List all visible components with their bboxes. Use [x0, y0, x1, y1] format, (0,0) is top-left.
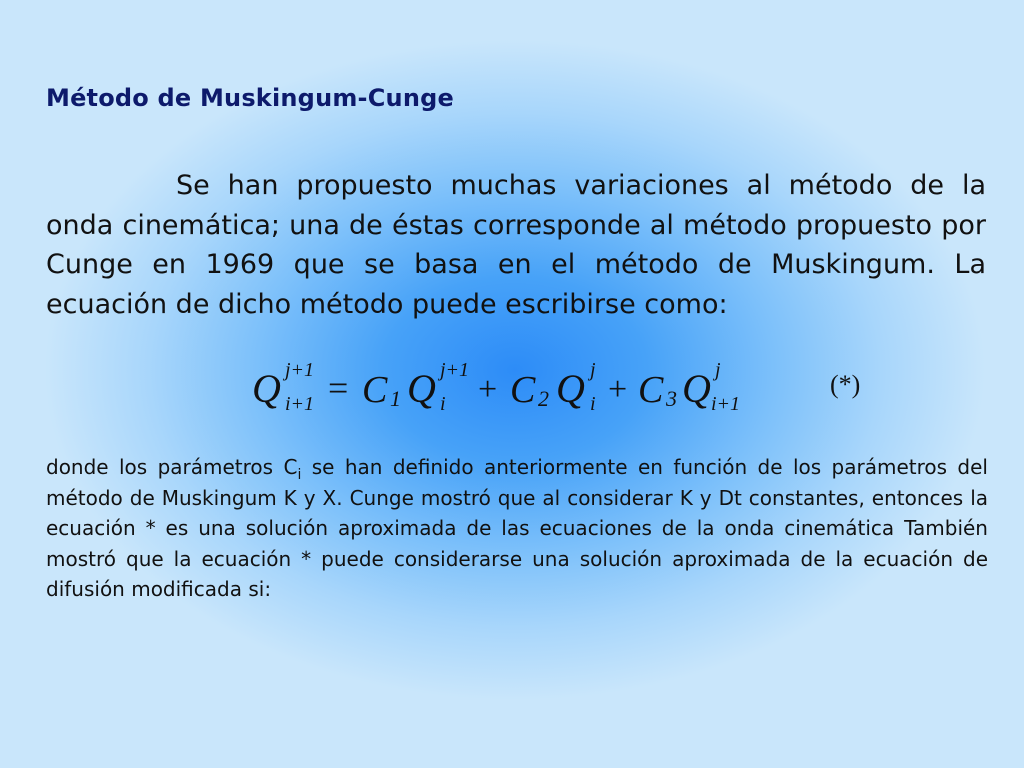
- plus-sign-2: +: [608, 371, 628, 408]
- term3-q-symbol: Q: [682, 366, 711, 411]
- term1-q-superscript: j+1: [440, 359, 470, 381]
- coef-c1-symbol: C: [362, 369, 388, 411]
- coef-c1-subscript: 1: [390, 386, 401, 411]
- body-text-part2: se han definido anteriormente en función de los parámetros del método de Muskingum K y X. Cunge mostró que al considerar K y Dt constantes, entonces la ecuación * es una solución aproximada de las ecuaciones de la onda cinemática También mostró que la ecuación * puede considerarse una solución aproximada de la ecuación de difusión modificada si:: [46, 455, 988, 601]
- coef-c2-subscript: 2: [538, 386, 549, 411]
- term3-q-subscript: i+1: [711, 393, 741, 415]
- coef-c3-subscript: 3: [666, 386, 677, 411]
- coef-c2-symbol: C: [510, 369, 536, 411]
- body-text-subscript: i: [297, 467, 302, 483]
- term2-q-subscript: i: [590, 393, 596, 415]
- equation-svg: [252, 360, 872, 420]
- term1-q-symbol: Q: [407, 366, 436, 411]
- coef-c3-symbol: C: [638, 369, 664, 411]
- slide-title: Método de Muskingum-Cunge: [46, 84, 454, 112]
- term2-q-superscript: j: [590, 359, 596, 381]
- equals-sign: =: [328, 368, 349, 408]
- lhs-q-subscript: i+1: [285, 393, 315, 415]
- muskingum-cunge-equation: [252, 360, 872, 420]
- intro-paragraph: Se han propuesto muchas variaciones al método de la onda cinemática; una de éstas corresponde al método propuesto por Cunge en 1969 que se basa en el método de Muskingum. La ecuación de dicho método puede escribirse como:: [46, 170, 986, 320]
- lhs-q-superscript: j+1: [285, 359, 315, 381]
- term1-q-subscript: i: [440, 393, 446, 415]
- plus-sign-1: +: [478, 371, 498, 408]
- equation-label: (*): [830, 370, 861, 399]
- term2-q-symbol: Q: [556, 366, 585, 411]
- term3-q-superscript: j: [715, 359, 721, 381]
- body-text-part1: donde los parámetros C: [46, 455, 298, 479]
- body-paragraph: [46, 452, 988, 605]
- lhs-q-symbol: Q: [252, 366, 281, 411]
